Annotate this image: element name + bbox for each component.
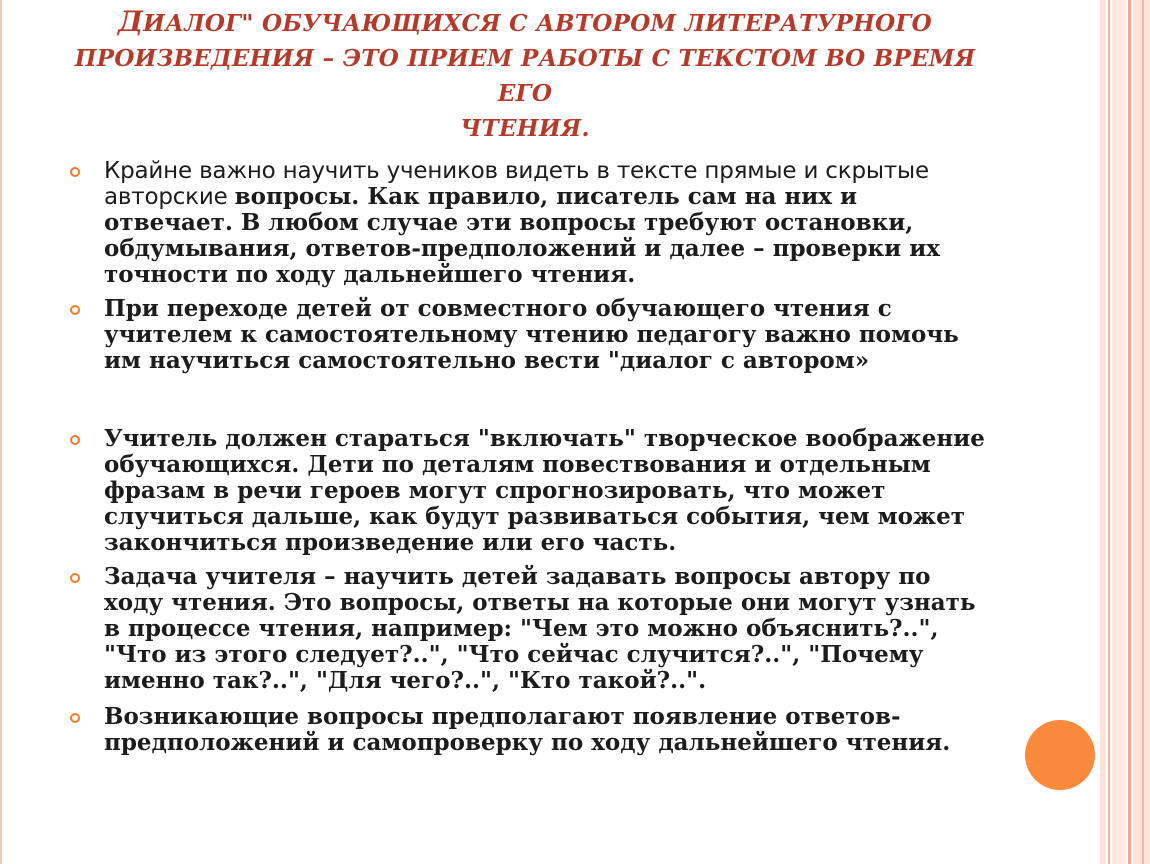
bullet-icon	[70, 167, 80, 177]
list-item	[70, 426, 990, 556]
decor-stripe	[1112, 0, 1126, 864]
bullet-5-text: Возникающие вопросы предполагают появление ответов-предположений и самопроверку по ходу дальнейшего чтения.	[104, 703, 951, 756]
decor-circle	[1025, 720, 1095, 790]
decor-stripe	[1142, 0, 1144, 864]
list-item	[70, 564, 990, 694]
title-line-1	[60, 4, 990, 41]
title-line-3: ЧТЕНИЯ.	[460, 115, 590, 142]
list-item	[70, 158, 990, 288]
bullet-1-bold: вопросы. Как правило, писатель сам на них и отвечает. В любом случае эти вопросы требуют остановки, обдумывания, ответов-предположений и далее – проверки их точности по ходу дальнейшего чтения.	[104, 183, 941, 288]
bullet-icon	[70, 713, 80, 723]
list-item	[70, 296, 990, 374]
left-border	[0, 0, 2, 864]
bullet-list	[70, 158, 990, 756]
title-line-2: ПРОИЗВЕДЕНИЯ – ЭТО ПРИЕМ РАБОТЫ С ТЕКСТОМ ВО ВРЕМЯ ЕГО	[74, 45, 976, 107]
decor-stripe	[1128, 0, 1131, 864]
bullet-icon	[70, 305, 80, 315]
decor-stripe	[1100, 0, 1106, 864]
slide-title	[60, 4, 990, 146]
bullet-4-text: Задача учителя – научить детей задавать вопросы автору по ходу чтения. Это вопросы, ответы на которые они могут узнать в процессе чтения, например: "Чем это можно объяснить?..", "Что из этого следует?..", "Что сейчас случится?..", "Почему именно так?..", "Для чего?..", "Кто такой?..".	[104, 563, 976, 694]
list-item	[70, 704, 990, 756]
bullet-icon	[70, 573, 80, 583]
title-line-1-rest: ИАЛОГ" ОБУЧАЮЩИХСЯ С АВТОРОМ ЛИТЕРАТУРНОГО	[143, 10, 933, 37]
bullet-3-text: Учитель должен стараться "включать" творческое воображение обучающихся. Дети по деталям повествования и отдельным фразам в речи героев могут спрогнозировать, что может случиться дальше, как будут развиваться события, чем может закончиться произведение или его часть.	[104, 425, 985, 556]
decor-stripe	[1108, 0, 1110, 864]
bullet-1-normal: Крайне важно научить учеников видеть в тексте прямые и скрытые авторские	[104, 158, 929, 210]
bullet-icon	[70, 435, 80, 445]
title-first-letter: Д	[117, 5, 144, 38]
bullet-2-text: При переходе детей от совместного обучающего чтения с учителем к самостоятельному чтению педагогу важно помочь им научиться самостоятельно вести "диалог с автором»	[104, 295, 959, 374]
